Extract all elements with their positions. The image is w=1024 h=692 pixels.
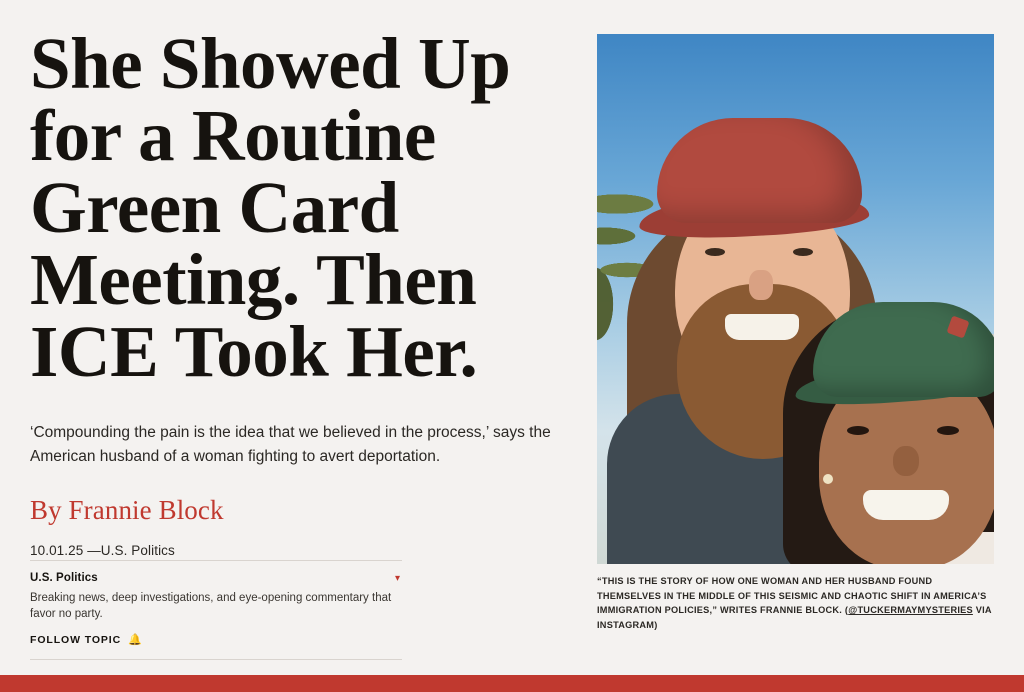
- topic-header[interactable]: [30, 561, 402, 584]
- page-title: She Showed Up for a Routine Green Card Meeting. Then ICE Took Her.: [30, 23, 511, 392]
- photo-man-smile: [725, 314, 799, 340]
- photo-man-nose: [749, 270, 773, 300]
- photo-man-red-cap: [657, 118, 862, 223]
- photo-woman-eye-right: [937, 426, 959, 435]
- photo-credit-suffix: VIA INSTAGRAM): [597, 605, 992, 630]
- photo-caption-line-2: THIS SEISMIC AND CHAOTIC SHIFT IN AMERICA’S IMMIGRATION POLICIES,” WRITES FRANNIE BLOCK.: [597, 590, 987, 616]
- photo-caption: [597, 574, 994, 632]
- photo-woman-nose: [893, 446, 919, 476]
- bell-icon: 🔔: [128, 633, 142, 646]
- photo-credit-handle-link[interactable]: @TUCKERMAYMYSTERIES: [848, 605, 973, 616]
- photo-woman-smile: [863, 490, 949, 520]
- topic-divider-bottom: [30, 659, 402, 660]
- article-left-column: [30, 23, 560, 558]
- article-timestamp: 10.01.25 —U.S. Politics: [30, 542, 175, 558]
- article-photo: [597, 34, 994, 564]
- photo-woman-earring: [823, 474, 833, 484]
- photo-woman-eye-left: [847, 426, 869, 435]
- follow-topic-button[interactable]: [30, 634, 402, 646]
- topic-description: Breaking news, deep investigations, and eye-opening commentary that favor no party.: [30, 592, 392, 620]
- photo-caption-line-1: “THIS IS THE STORY OF HOW ONE WOMAN AND HER HUSBAND FOUND THEMSELVES IN THE MIDDLE OF: [597, 576, 933, 601]
- photo-credit-prefix: (: [844, 605, 849, 616]
- chevron-down-icon[interactable]: ▾: [394, 573, 400, 584]
- article-dek: ‘Compounding the pain is the idea that we believed in the process,’ says the American husband of a woman fighting to avert deportation.: [30, 424, 551, 465]
- photo-woman-green-cap: [813, 302, 994, 397]
- photo-man-eye-right: [793, 248, 813, 256]
- topic-name: U.S. Politics: [30, 572, 98, 584]
- photo-man-eye-left: [705, 248, 725, 256]
- article-photo-block: [597, 34, 994, 632]
- bottom-accent-bar: [0, 675, 1024, 692]
- follow-topic-label: FOLLOW TOPIC: [30, 634, 122, 647]
- article-byline[interactable]: By Frannie Block: [30, 494, 224, 525]
- topic-card: [30, 560, 402, 660]
